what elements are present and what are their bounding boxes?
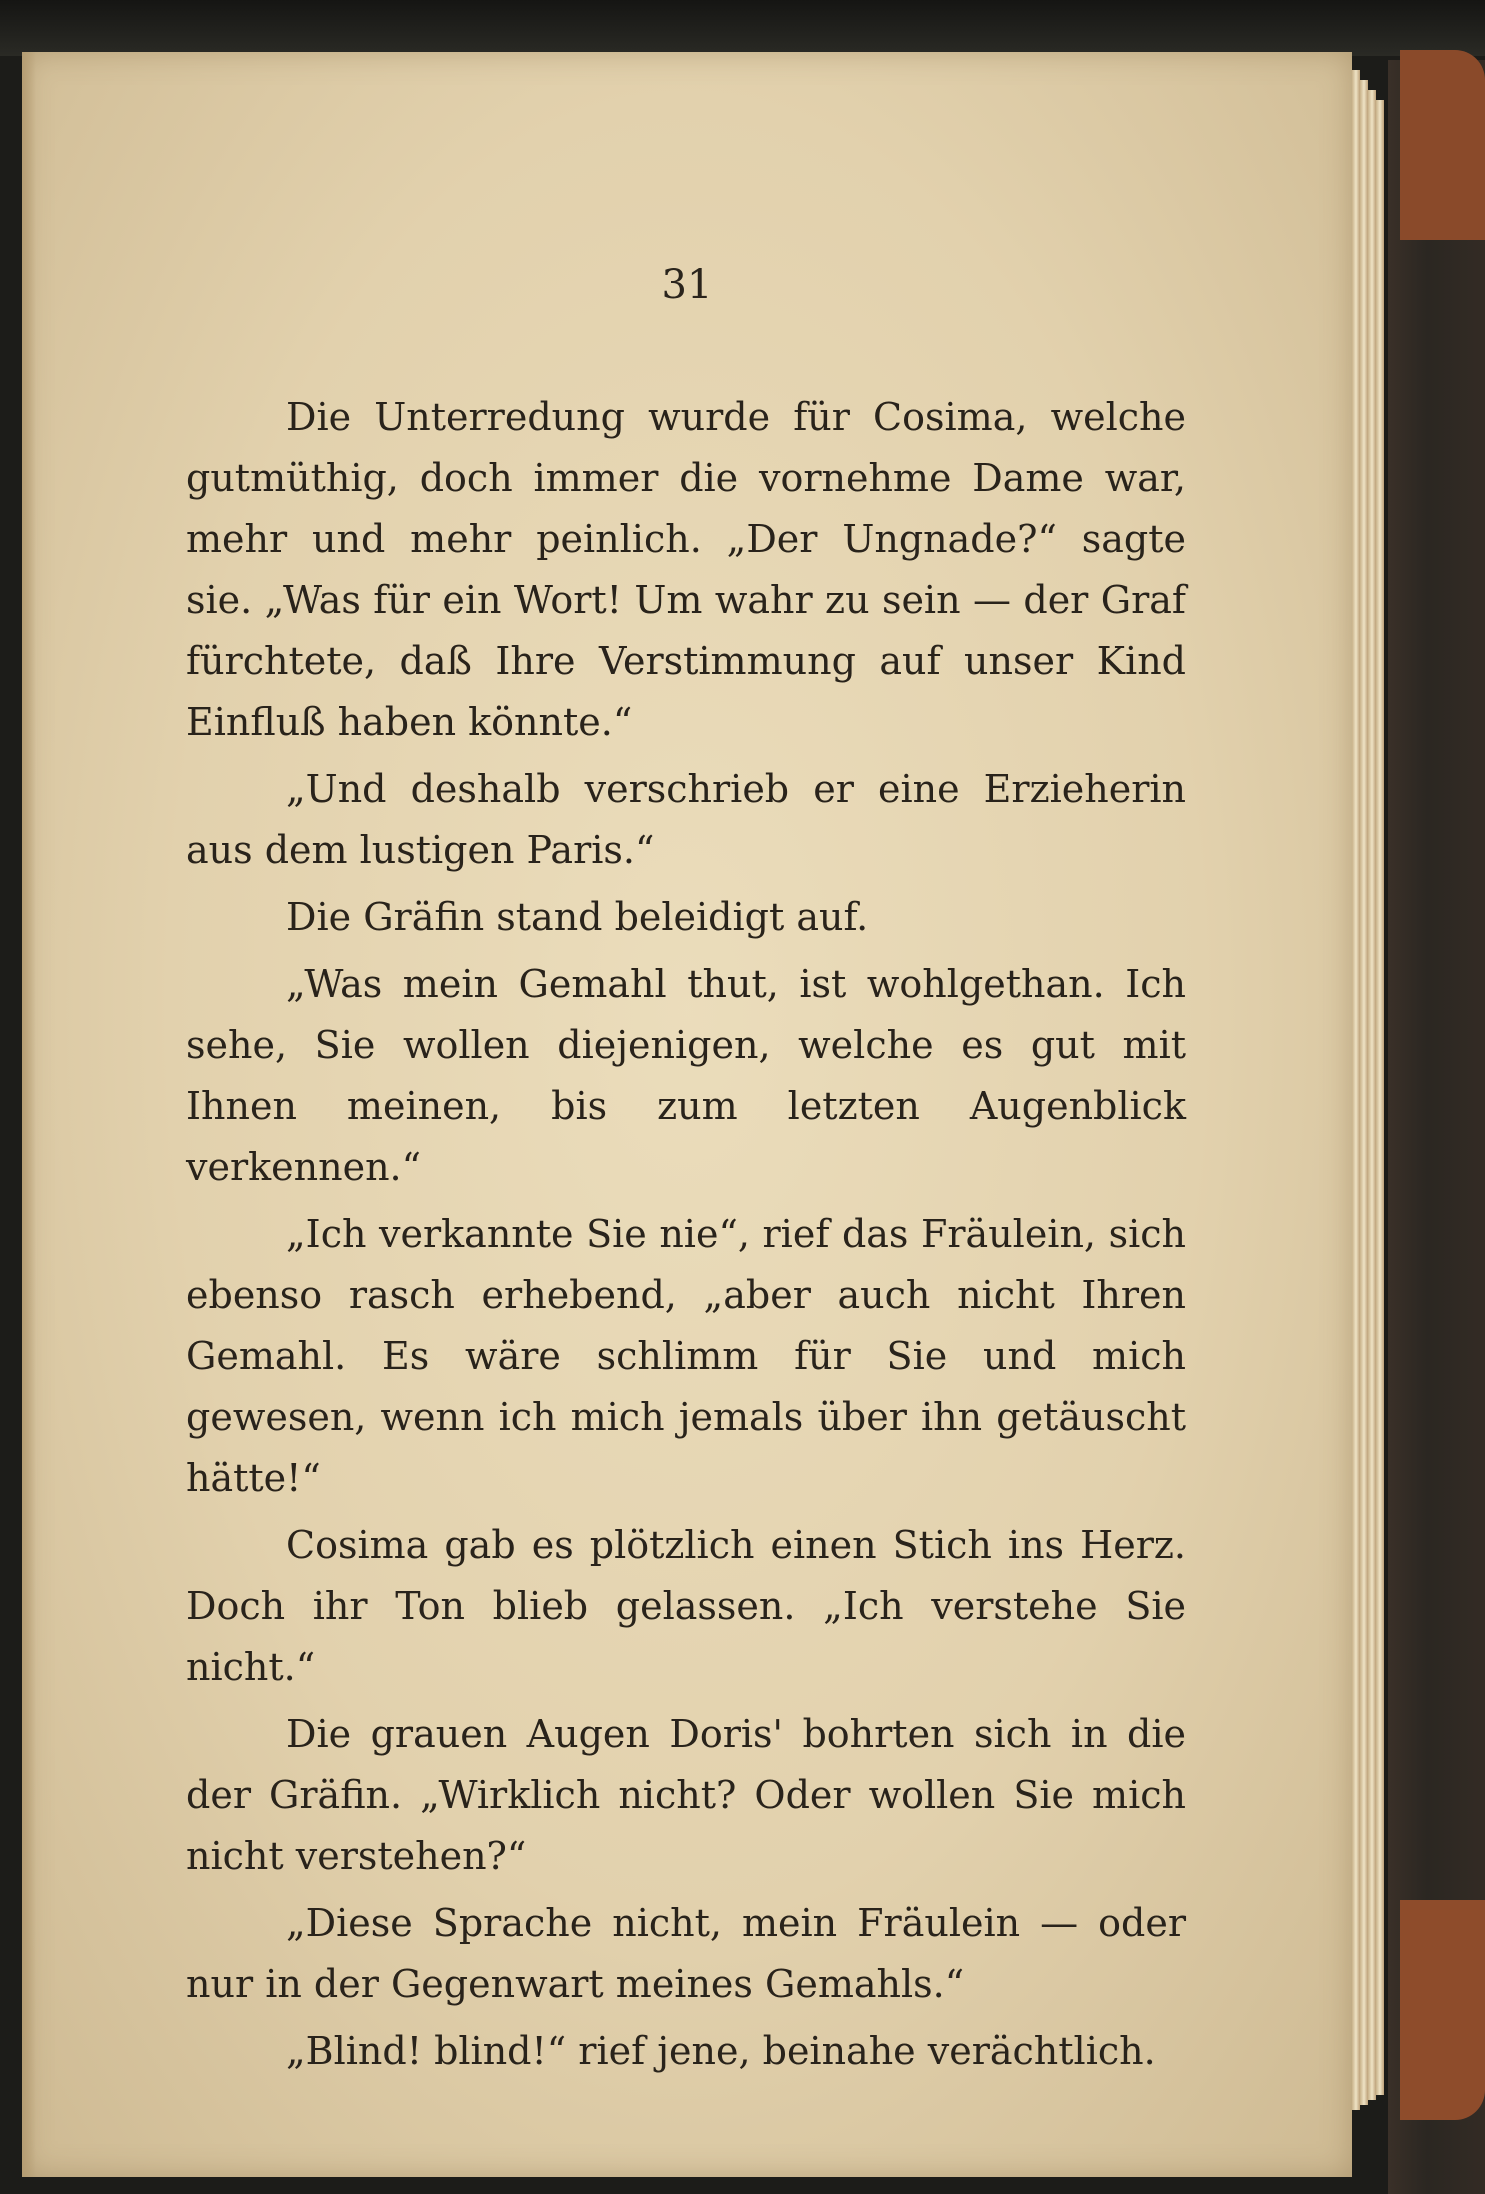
leather-corner-top: [1400, 50, 1485, 240]
paragraph: „Und deshalb verschrieb er eine Erzieherin aus dem lustigen Paris.“: [186, 767, 1186, 872]
page-gutter: [22, 52, 36, 2177]
page-edge: [1360, 80, 1368, 2105]
page-edge: [1376, 100, 1384, 2095]
paragraph: Die Gräfin stand beleidigt auf.: [286, 895, 869, 939]
paragraph: „Blind! blind!“ rief jene, beinahe verächtlich.: [286, 2029, 1156, 2073]
top-edge: [0, 0, 1485, 56]
page-edge: [1368, 90, 1376, 2100]
paragraph: „Diese Sprache nicht, mein Fräulein — oder nur in der Gegenwart meines Gemahls.“: [186, 1901, 1186, 2006]
page-number: 31: [661, 262, 713, 308]
paragraph: Die Unterredung wurde für Cosima, welche gutmüthig, doch immer die vornehme Dame war, mehr und mehr peinlich. „Der Ungnade?“ sagte sie. „Was für ein Wort! Um wahr zu sein — der Graf fürchtete, daß Ihre Verstimmung auf unser Kind Einfluß haben könnte.“: [186, 395, 1186, 744]
text-body: [186, 387, 1186, 2088]
book-page: [22, 52, 1352, 2177]
book-cover: [1388, 60, 1485, 2194]
paragraph: „Was mein Gemahl thut, ist wohlgethan. Ich sehe, Sie wollen diejenigen, welche es gut mit Ihnen meinen, bis zum letzten Augenblick verkennen.“: [186, 962, 1186, 1189]
paragraph: „Ich verkannte Sie nie“, rief das Fräulein, sich ebenso rasch erhebend, „aber auch nicht Ihren Gemahl. Es wäre schlimm für Sie und mich gewesen, wenn ich mich jemals über ihn getäuscht hätte!“: [186, 1212, 1186, 1500]
paragraph: Cosima gab es plötzlich einen Stich ins Herz. Doch ihr Ton blieb gelassen. „Ich verstehe Sie nicht.“: [186, 1523, 1186, 1689]
paragraph: Die grauen Augen Doris' bohrten sich in die der Gräfin. „Wirklich nicht? Oder wollen Sie mich nicht verstehen?“: [186, 1712, 1186, 1878]
page-edge: [1352, 70, 1360, 2110]
leather-corner-bottom: [1400, 1900, 1485, 2120]
